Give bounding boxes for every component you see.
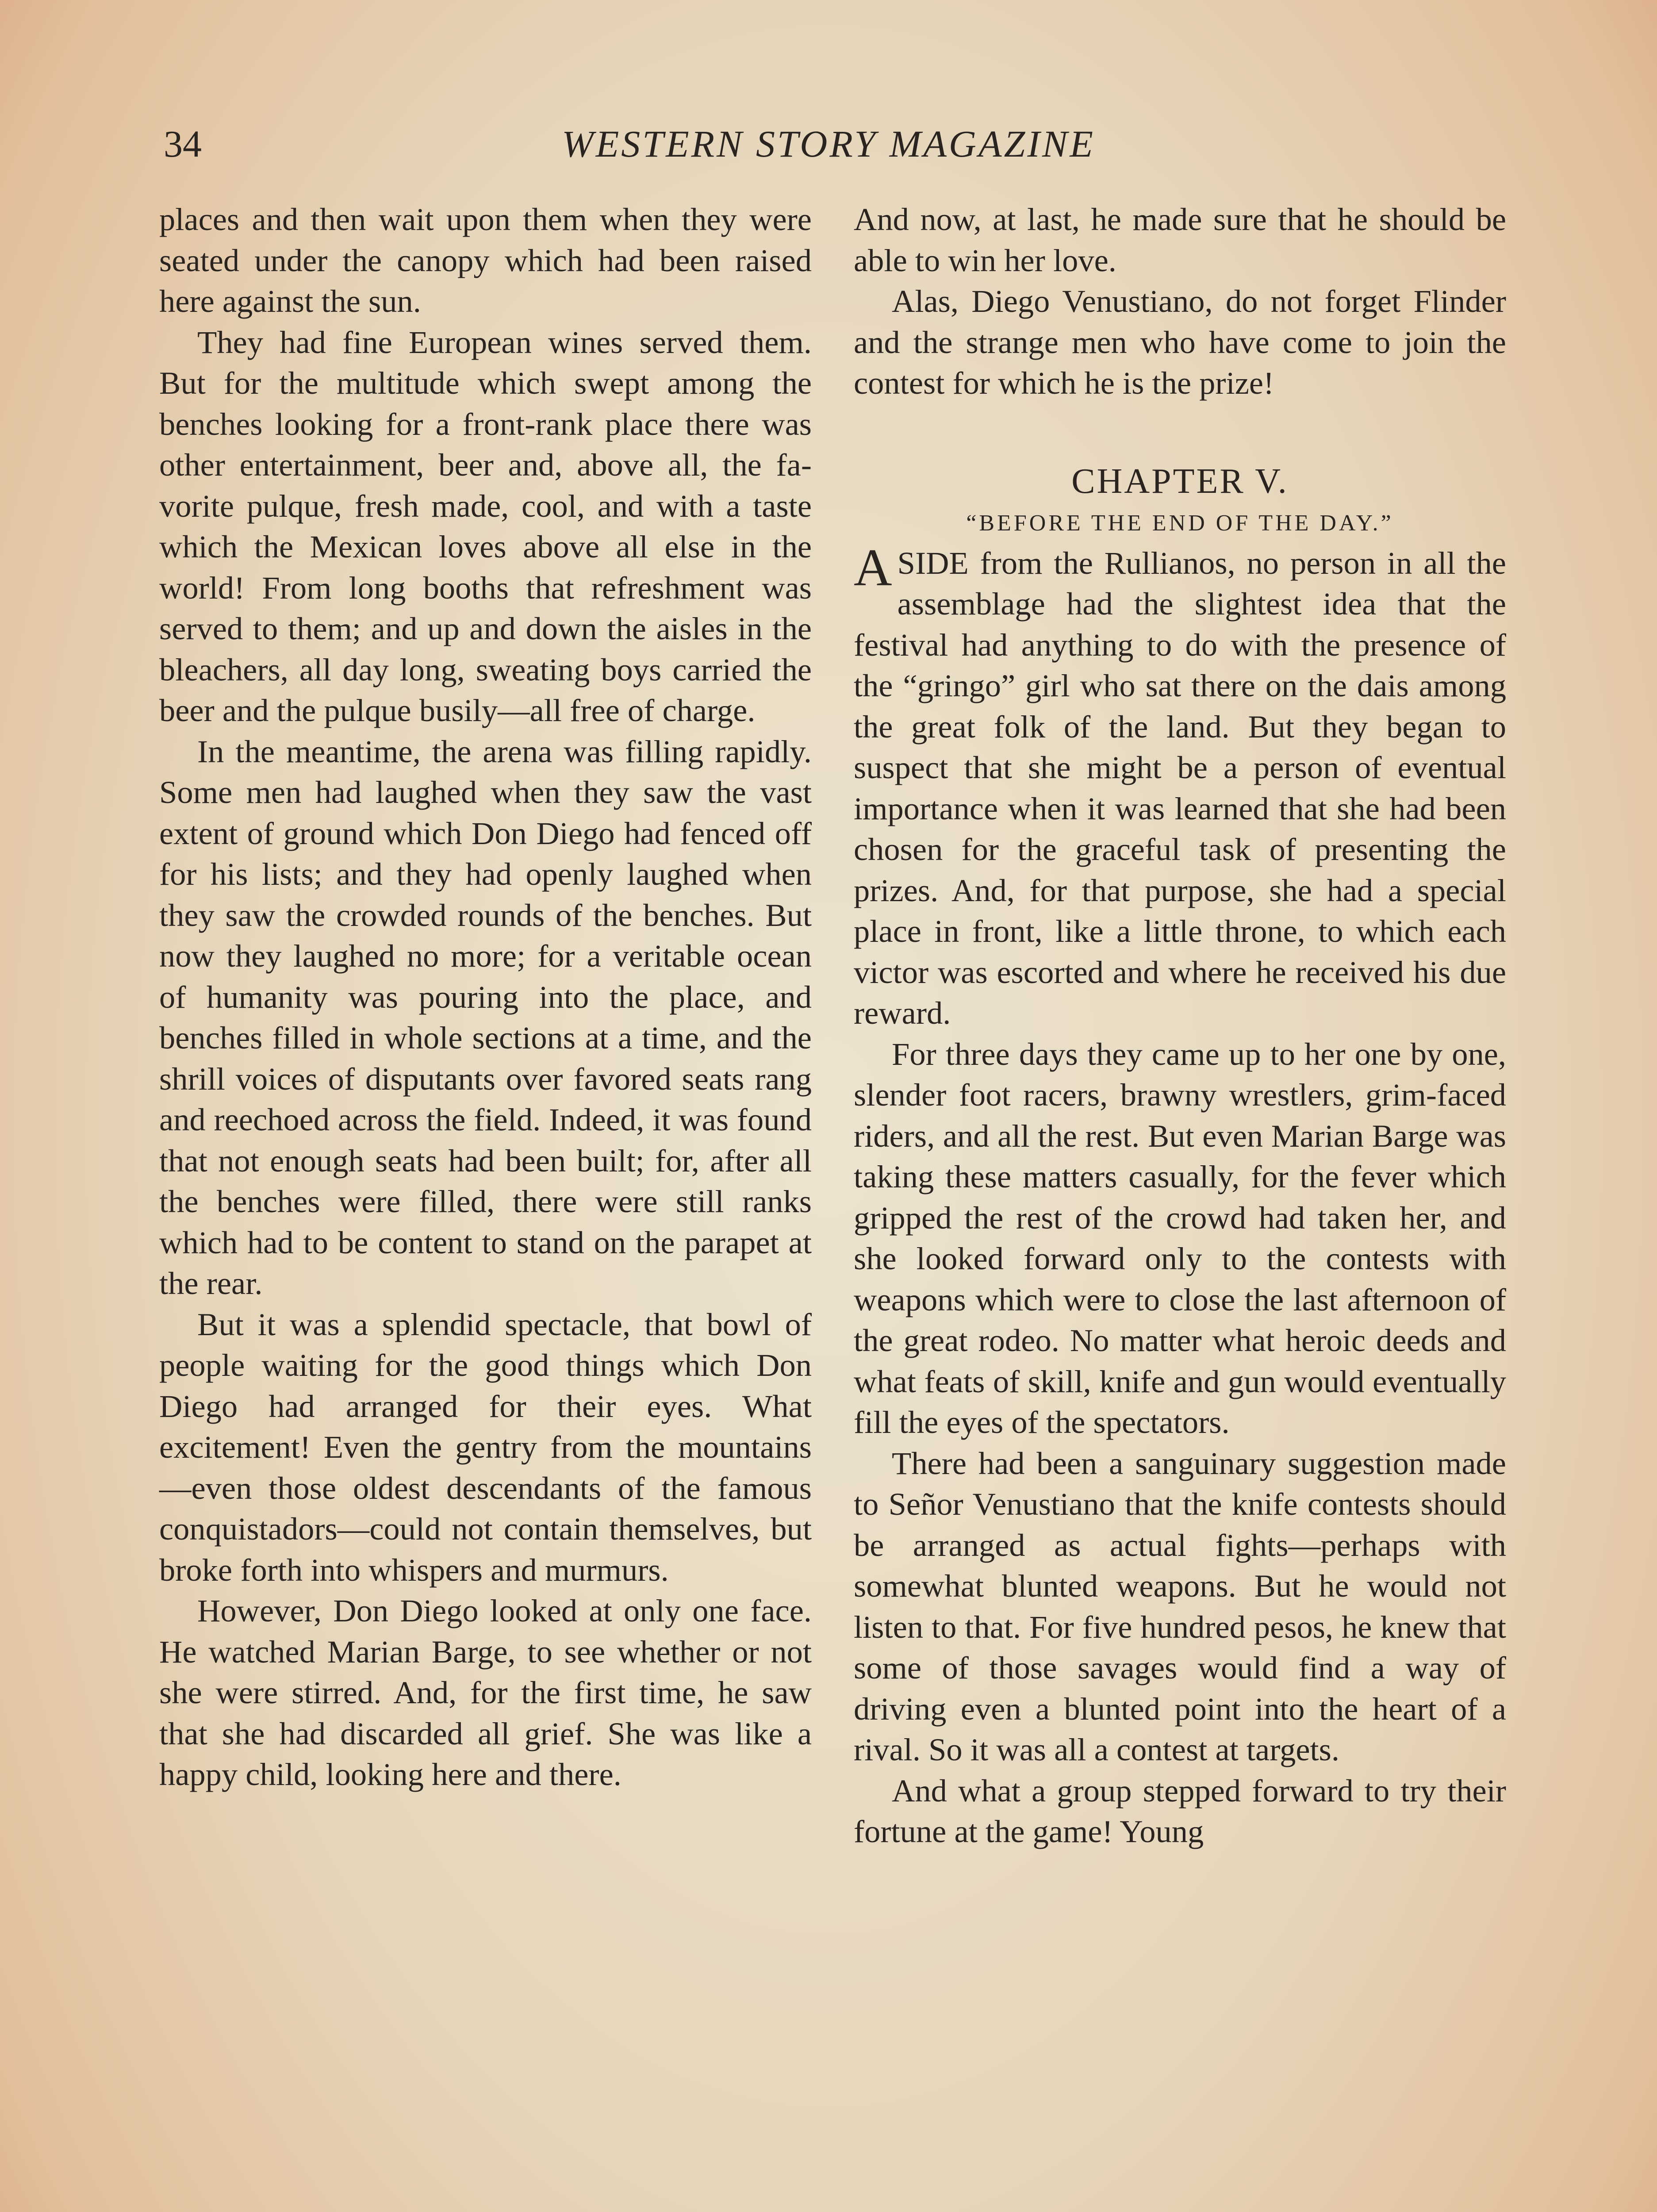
chapter-subtitle: “BEFORE THE END OF THE DAY.”: [966, 510, 1394, 536]
paragraph: There had been a sanguinary suggestion made to Señor Venustiano that the knife contests should be arranged as actual fights—perhaps with somewhat blunted weapons. But he would not listen to that. For five hundred pesos, he knew that some of those savages would find a way of driving even a blunted point into the heart of a rival. So it was all a contest at targets.: [854, 1445, 1506, 1767]
magazine-title: WESTERN STORY MAGAZINE: [562, 123, 1095, 165]
page-header: [159, 119, 1498, 168]
paragraph: For three days they came up to her one by one, slender foot racers, brawny wrestlers, grim-faced riders, and all the rest. But even Marian Barge was taking these matters casually, for the fever which gripped the rest of the crowd had taken her, and she looked forward only to the contests with weapons which were to close the last afternoon of the great rodeo. No matter what heroic deeds and what feats of skill, knife and gun would eventually fill the eyes of the spectators.: [854, 1036, 1506, 1440]
left-column: [159, 199, 812, 1795]
paragraph: They had fine European wines served them. But for the multitude which swept among the benches looking for a front-rank place there was other entertainment, beer and, above all, the favorite pulque, fresh made, cool, and with a taste which the Mexican loves above all else in the world! From long booths that refreshment was served to them; and up and down the aisles in the bleachers, all day long, sweating boys carried the beer and the pulque busily—all free of charge.: [159, 324, 812, 728]
paragraph: places and then wait upon them when they were seated under the canopy which had been raised here against the sun.: [159, 201, 812, 319]
drop-cap: A: [854, 538, 892, 597]
paragraph: And what a group stepped forward to try their fortune at the game! Young: [854, 1772, 1506, 1849]
paragraph: But it was a splendid spectacle, that bowl of people waiting for the good things which Don Diego had arranged for their eyes. What excitement! Even the gentry from the mountains—even those oldest descendants of the famous conquistadors—could not contain themselves, but broke forth into whispers and murmurs.: [159, 1306, 812, 1588]
paragraph: However, Don Diego looked at only one face. He watched Marian Barge, to see whether or not she were stirred. And, for the first time, he saw that she had discarded all grief. She was like a happy child, looking here and there.: [159, 1593, 812, 1792]
paragraph-text: SIDE from the Rullianos, no person in all the assemblage had the slightest idea that the festival had anything to do with the presence of the “gringo” girl who sat there on the dais among the great folk of the land. But they began to suspect that she might be a person of eventual importance when it was learned that she had been chosen for the graceful task of presenting the prizes. And, for that purpose, she had a special place in front, like a little throne, to which each victor was escorted and where he received his due reward.: [854, 545, 1506, 1031]
paragraph: In the meantime, the arena was filling rapidly. Some men had laughed when they saw the vast extent of ground which Don Diego had fenced off for his lists; and they had openly laughed when they saw the crowded rounds of the benches. But now they laughed no more; for a veritable ocean of humanity was pouring into the place, and benches filled in whole sections at a time, and the shrill voices of disputants over favored seats rang and reechoed across the field. Indeed, it was found that not enough seats had been built; for, after all the benches were filled, there were still ranks which had to be content to stand on the parapet at the rear.: [159, 733, 812, 1301]
chapter-first-paragraph: [854, 538, 1506, 1034]
page-number: 34: [164, 123, 202, 165]
right-column: [854, 199, 1506, 1852]
paragraph: And now, at last, he made sure that he should be able to win her love.: [854, 201, 1506, 278]
chapter-title: CHAPTER V.: [1071, 461, 1289, 501]
paragraph: Alas, Diego Venustiano, do not forget Flinder and the strange men who have come to join the contest for which he is the prize!: [854, 283, 1506, 401]
